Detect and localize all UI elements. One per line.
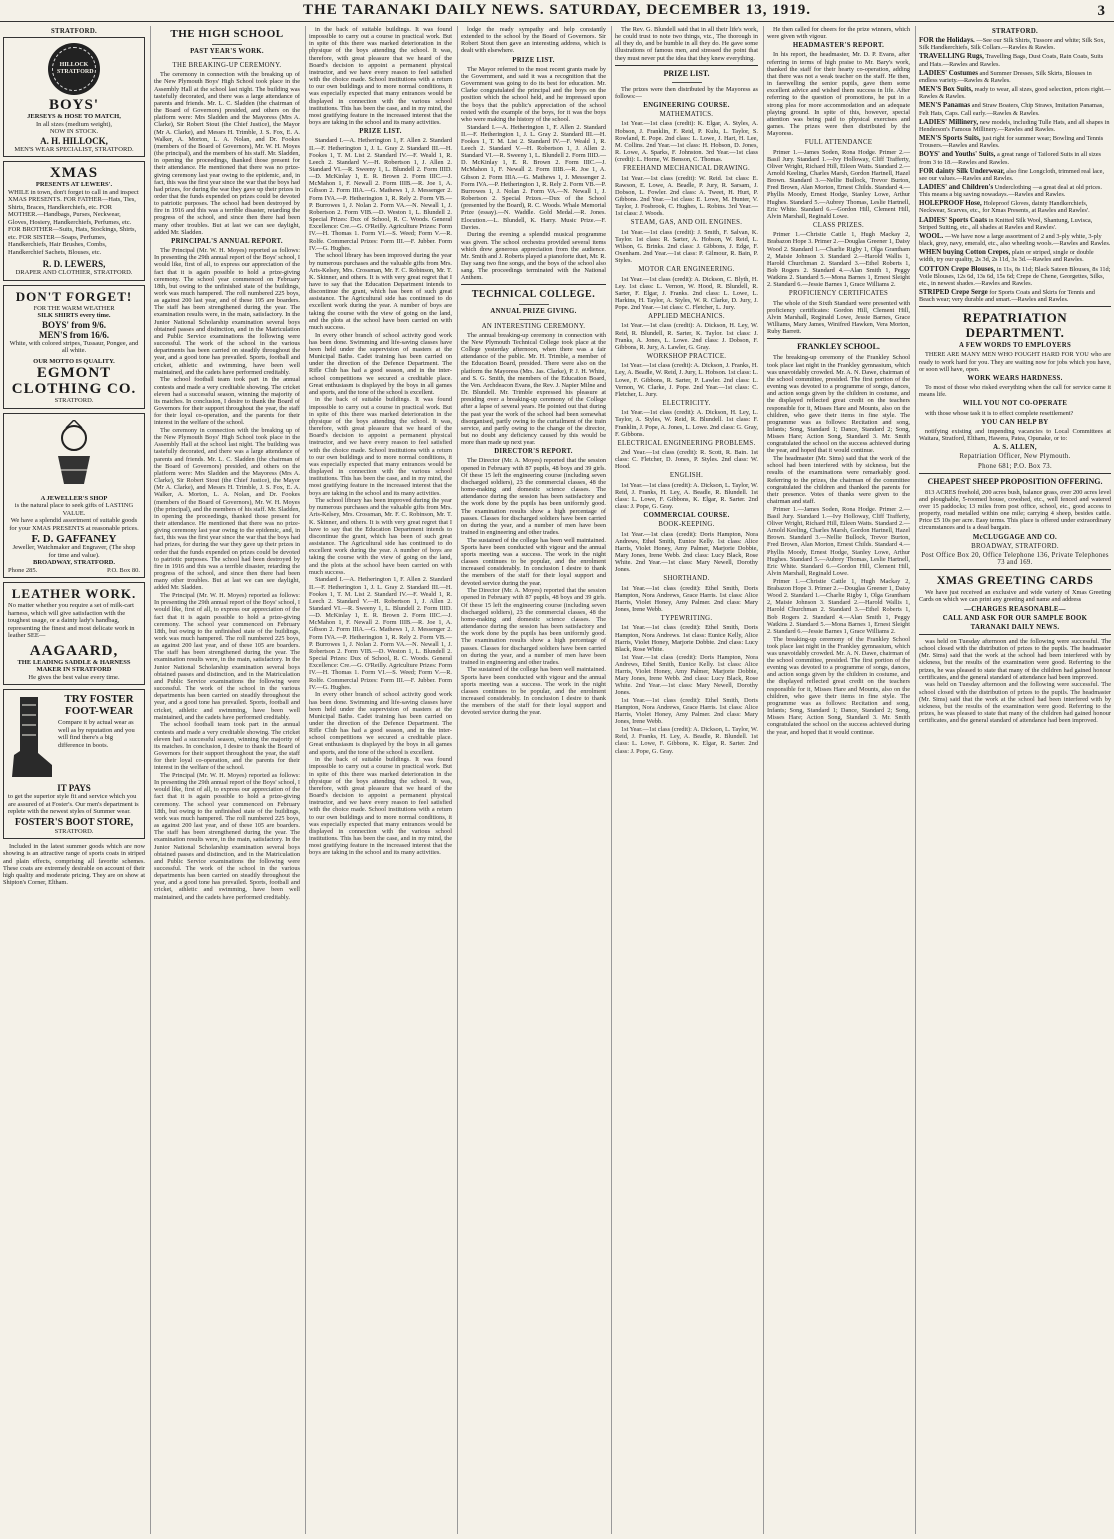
rawles-ad-text: —We have now a large assortment of 2 and 3-ply white, 3-ply black, grey, navy, emerald, etc., also wheeling wools.—Rawles and Rawles.: [919, 232, 1111, 248]
rawles-ad-item: [919, 53, 1111, 67]
rawles-ad-item: [919, 217, 1111, 231]
xmas-title: XMAS: [49, 165, 99, 182]
rawles-ad-text: Travelling Bags, Dust Coats, Rain Coats, Suits and Hats.—Rawles and Rawles.: [919, 53, 1104, 68]
hillock-line: MEN'S WEAR SPECIALIST, STRATFORD.: [14, 145, 134, 153]
egmont-3: STRATFORD.: [54, 397, 94, 405]
electricity-body: 1st Year.—1st class (credit): A. Dickson, H. Ley, L. Taylor, A. Styles, W. Reid, R. Blundell. 1st class: F. Franklin, J. Pope, A. Jones, L. Lowe. 2nd class: G. Gray, F. Gibbons.: [615, 409, 758, 438]
repatriation-body: THERE ARE MANY MEN WHO FOUGHT HARD FOR YOU who are ready to work hard for you. They are waiting now for jobs which you have, or soon will have, open.: [919, 351, 1111, 373]
egmont-ad: [3, 285, 145, 409]
col3-body-a-cont2: in the back of suitable buildings. It was found impossible to carry out a course in practical work. But in spite of this there was marked deterioration in the physique of the boys attending the school. It was, therefore, with great pleasure that we heard of the Board's decision to appoint a permanent physical instructor, and we have every reason to feel satisfied with the choice made. School institutions with a return to our own buildings and to more normal conditions, it was especially expected that many entrances would be displayed in connection with the various school institutions. This has been the case, and in my mind, the most gratifying feature in the increased interest that the boys are taking in the school and its many activities.: [309, 756, 452, 857]
masthead-title: THE TARANAKI DAILY NEWS. SATURDAY, DECEMBER 13, 1919.: [303, 2, 811, 18]
jewel-line3: We have a splendid assortment of suitable goods for your XMAS PRESENTS at reasonable prices.: [9, 517, 139, 532]
column-1: [0, 26, 148, 1534]
boot-illustration-icon: [8, 695, 54, 781]
attendance-body-cont: Primer 1.—James Soden, Rona Hodge. Primer 2.—Basil Jury. Standard 1.—Ivy Holloway, Cliff Trafferty, Oliver Wright, Richard Hill, Eileen Watts. Standard 2.—Arnold Keeling, Charles Marsh, Gordon Hartnell, Hazel Brown. Standard 3.—Nellie Bullock, Trevor Burton, Fred Brown, Alan Morton, Ernest Childs. Standard 4.—Phyllis Moody, Ernest Hodge, Stanley Lowe, Arthur Hughes. Standard 5.—Aubrey Thomas, Leslie Hartnell, Eric White. Standard 6.—Gordon Hill, Clement Hill, Alvin Marshall, Reginald Lowe.: [767, 505, 910, 578]
xmas-body: WHILE in town, don't forget to call in and inspect XMAS PRESENTS. FOR FATHER—Hats, Ties, Shirts, Braces, Handkerchiefs, etc. FOR MOTHER.—Handbags, Purses, Neckwear, Gloves, Hosiery, Handkerchiefs, Perfumes, etc. FOR BROTHER—Suits, Hats, Stockings, Shirts, etc. FOR SISTER—Soaps, Perfumes, Handkerchiefs, Hair Brushes, Combs, Handkerchief Sachets, Blouses, etc.: [8, 188, 139, 256]
applied-heading: APPLIED MECHANICS.: [648, 313, 725, 321]
masthead: [0, 0, 1114, 22]
rawles-ad-headline: MEN'S Sports Suits,: [919, 134, 981, 143]
rawles-ad-item: [919, 266, 1111, 287]
electricity-heading: ELECTRICITY.: [662, 400, 711, 408]
frankley-body-cont: The breaking-up ceremony of the Frankley School took place last night in the Frankley gymnasium, which was unavoidably crowded. Mr. A. N. Dawe, chairman of the school committee, presided. The first portion of the evening was devoted to a programme of songs, dances, and action songs given by the children in costume, and the displayed reflected great credit on the teachers responsible for it, Misses Hare and Mounts, also on the children, who gave their items in fine style. The programme was as follows: Recitation and song, Infants; Song, Standard 1; Dance, Standard 2; Song, Misses Hare; Action Song, Standard 3. Mr. Smith congratulated the school on the success achieved during the year, and hoped that it would continue.: [767, 635, 910, 736]
high-school-body-c: The school football team took part in the annual contests and made a very creditable showing. The cricket eleven had a successful season, winning the majority of its matches. In conclusion, I desire to thank the Board of Governors for their support throughout the year, the staff for their loyal co-operation, and the parents for their interest in the welfare of the school.: [154, 376, 300, 427]
class-prizes-heading: CLASS PRIZES.: [812, 222, 865, 230]
commercial-heading: COMMERCIAL COURSE.: [643, 512, 730, 520]
column-5: [611, 26, 761, 1534]
mathematics-heading: MATHEMATICS.: [659, 111, 714, 119]
repatriation-body4: notifying existing and impending vacancies to Local Committees at Waitara, Stratford, Eltham, Hawera, Patea, Opunake, or to:: [919, 427, 1111, 443]
rawles-ad-item: [919, 119, 1111, 133]
dont-line2: BOYS' from 9/6.: [41, 319, 107, 330]
foster-footer: Included in the latest summer goods which are now showing is an attractive range of sports coats in striped and plain effects, comprising all favorite schemes. These coats are extremely desirable on account of their high quality and moderate pricing. They are on show at Shipton's Corner, Eltham.: [3, 843, 145, 887]
mccluggage-name: McCLUGGAGE AND CO.: [972, 533, 1058, 541]
rawles-ad-item: [919, 289, 1111, 303]
english-body: 1st Year.—1st class (credit): A. Dickson, L. Taylor, W. Reid, J. Franks, H. Ley, A. Beadle, R. Blundell. 1st class: L. Lowe, F. Gibbons, K. Elgar, R. Sarter. 2nd class: J. Pope, G. Gray.: [615, 481, 758, 511]
proficiency-heading: PROFICIENCY CERTIFICATES: [788, 290, 889, 298]
repatriation-phone: Phone 681; P.O. Box 73.: [978, 462, 1052, 470]
dont-line3: MEN'S from 16/6.: [38, 329, 110, 340]
tech-body-c-cont: The sustained of the college has been well maintained. Sports have been conducted with vigour and the annual sports meeting was a success. The work in the night classes continues to be popular, and the enrolment increased considerably. In conclusion I desire to thank the members of the staff for their loyal support and devoted service during the year.: [461, 666, 606, 717]
boys-title: BOYS': [48, 97, 99, 114]
sheep-body: 813 ACRES freehold, 200 acres bush, balance grass, over 200 acres level and ploughable, 5-roomed house, cowshed, etc., well fenced and watered over 15 paddocks; 13 miles from post office, school, etc., good access to property, road metalled within one mile; carrying 4 sheep, besides cattle. Price £5 10s per acre. Easy terms. This place is offered under extraordinary circumstances and is a dead bargain.: [919, 488, 1111, 532]
rawles-ad-item: [919, 37, 1111, 51]
col3-body-b-cont: The school library has been improved during the year by numerous purchases and the valuable gifts from Mrs. Aris-Kelsey, Mrs. Crossman, Mr. F. C. Robinson, Mr. T. K. Skinner, and others. It is with very great regret that I have to say that the Education Department intends to discontinue the grant, which has been of such great assistance. The Agricultural side has continued to do excellent work during the year. A number of boys are taking the course with the view of going on the land, and the plots at the school have been carried on with much success.: [309, 497, 452, 576]
sheep-heading: CHEAPEST SHEEP PROPOSITION OFFERING.: [927, 476, 1103, 486]
page-number: 3: [1097, 3, 1106, 19]
motor-heading: MOTOR CAR ENGINEERING.: [638, 266, 735, 274]
column-4: [457, 26, 609, 1534]
technical-college-subtitle: ANNUAL PRIZE GIVING.: [490, 308, 577, 316]
stratford-heading: STRATFORD.: [50, 28, 98, 35]
rawles-ad-headline: FOR the Holidays.: [919, 36, 975, 45]
bookkeeping-body-cont: 1st Year.—1st class (credit): Doris Hampton, Nora Andrews, Ethel Smith, Eunice Kelly. 1st class: Alice Harris, Violet Honey, Amy Palmer, Marjorie Dobbie, Mary Jones, Irene Webb. 2nd class: Lucy Black, Rose White. 2nd Year.—1st class: Mary Newell, Dorothy Jones.: [615, 653, 758, 697]
steam-body: 1st Year.—1st class (credit): J. Smith, F. Salvan, K. Taylor. 1st class: R. Sarter, A. Hobson, W. Reid, L. Wilson, G. Brinks. 2nd class: J. Gibbons, J. Edge, F. Oxenham. 2nd Year.—1st class: P. Gilmour, R. Bain, P. Styles.: [615, 228, 758, 265]
rawles-ad-text: for Sports Coats and Skirts for Tennis and Beach wear; very durable and smart.—Rawles and Rawles.: [919, 289, 1095, 304]
rawles-ad-item: [919, 151, 1111, 165]
typewriting-heading: TYPEWRITING.: [660, 615, 713, 623]
rawles-ad-headline: TRAVELLING Rugs,: [919, 52, 984, 61]
shorthand-body-cont: 1st Year.—1st class (credit): Ethel Smith, Doris Hampton, Nora Andrews, Grace Harris. 1st class: Alice Harris, Violet Honey, Amy Palmer. 2nd class: Mary Jones, Irene Webb.: [615, 696, 758, 726]
rawles-ad-headline: WOOL.: [919, 231, 944, 240]
workshop-body: 1st Year.—1st class (credit): A. Dickson, J. Franks, H. Ley, A. Beadle, W. Reid, J. Jury, L. Hobson. 1st class: L. Lowe, F. Gibbons, R. Sarter, P. Lawler. 2nd class: L. Vernon, W. Clarke, J. Pope. 2nd Year.—1st class: C. Fletcher, L. Jury.: [615, 362, 758, 398]
hillock-logo-icon: [48, 43, 100, 95]
dont-line1: SILK SHIRTS every time.: [37, 312, 111, 320]
rawles-ad-item: [919, 135, 1111, 149]
rawles-ad-text: also fine Longcloth, trimmed real lace, see our values.—Rawles and Rawles.: [919, 167, 1105, 182]
rawles-ad-headline: FOR dainty Silk Underwear,: [919, 166, 1005, 175]
col3-prize-body: Standard I.—A. Hetherington 1, F. Allen 2. Standard II.—F. Hetherington 1, J. L. Gray 2. Standard III.—H. Fookes 1, T. M. List 2. Standard IV.—F. Weald 1, R. Leech 2. Standard V.—H. Robertson 1, J. Allen 2. Standard VI.—R. Sweeny 1, L. Blundell 2. Form IIID.—D. McKinlay 1, E. R. Brown 2. Form IIIC.—J. McMahon 1, F. Newall 2. Form IIIB.—R. Joe 1, A. Gibson 2. Form IIIA.—G. Mathews 1, J. Messenger 2. Form IVA.—P. Hetherington 1, R. Rely 2. Form VB.—P. Burrowes 1, J. Nolan 2. Form VA.—N. Newall 1, J. Robertson 2. Form VIB.—D. Weston 1, L. Blundell 2. Special Prizes: Dux of School, R. C. Woods. General Excellence: Cre.—G. O'Reilly. Agriculture Prizes: Form IV.—H. Thomas 1. Form VI.—S. Weed; Form V.—R. Rolfe. Commercial Prizes: Form III.—F. Jubber. Form IV.—G. Hughes.: [309, 137, 452, 252]
rawles-ad-headline: STRIPED Crepe Serge: [919, 288, 988, 296]
col3-body-c: In every other branch of school activity good work has been done. Swimming and life-saving classes have been held under the supervision of masters at the Municipal Baths. Cadet training has been carried on under the direction of the Defence Department. The Rifle Club has had a good season, and in the inter-school competitions we secured a creditable place. Great enthusiasm is displayed by the boys in all games and sports, and the tone of the school is excellent.: [309, 331, 452, 396]
class-prizes-cont: Primer 1.—Christie Cattle 1, Hugh Mackay 2, Brabazon Hope 3. Primer 2.—Douglas Greener 1, Daisy Wood 2. Standard 1.—Charlie Rigby 1, Olga Grantham 2, Maisie Johnson 3. Standard 2.—Harold Wallis 1, Harold Churchman 2. Standard 3.—Ethel Roberts 1, Bob Rogers 2. Standard 4.—Alan Smith 1, Peggy Watkins 2. Standard 5.—Mona Barnes 1, Ernest Sleight 2. Standard 6.—Jessie Barnes 1, Grace Williams 2.: [767, 577, 910, 635]
repatriation-help: YOU CAN HELP BY: [981, 418, 1049, 426]
column-3: [305, 26, 455, 1534]
repatriation-body3: with those whose task it is to effect complete resettlement?: [925, 409, 1074, 417]
mccluggage-address: BROADWAY, STRATFORD.: [971, 542, 1059, 550]
xmas-cards-heading: XMAS GREETING CARDS: [936, 573, 1094, 588]
rawles-ad-headline: MEN'S Box Suits,: [919, 85, 973, 94]
rawles-ad-item: [919, 102, 1111, 116]
leather-body: No matter whether you require a set of milk-cart harness, which will give satisfaction with the toughest usage, or a dainty lady's handbag, representing the finest and most delicate work in leather SEE—: [8, 602, 135, 640]
headmaster-report-body: In his report, the headmaster, Mr. D. P. Evans, after referring in terms of high praise to Mr. Bary's work, thanked the staff for their hearty co-operation, adding that there was not a weak teacher on the staff. He then, in farewelling the senior pupils, gave them some excellent advice and wished them success in life. After referring to the question of promotions, he put in a strong plea for more accommodation and an adequate playing ground. In spite of this, however, special attention was being paid to physical exercises and games. The prizes were then distributed by the Mayoress.: [767, 51, 910, 138]
aagaard-line2: He gives the best value every time.: [28, 673, 120, 681]
col3-body-a: in the back of suitable buildings. It was found impossible to carry out a course in practical work. But in spite of this there was marked deterioration in the physique of the boys attending the school. It was, therefore, with great pleasure that we heard of the Board's decision to appoint a permanent physical instructor, and we have every reason to feel satisfied with the choice made. School institutions with a return to our own buildings and to more normal conditions, it was especially expected that many entrances would be displayed in connection with the various school institutions. This has been the case, and in my mind, the most gratifying feature in the increased interest that the boys are taking in the school and its many activities.: [309, 26, 452, 127]
frankley-heading: FRANKLEY SCHOOL.: [797, 342, 880, 352]
xmas-paper: TARANAKI DAILY NEWS.: [970, 623, 1060, 631]
tech-body-a: The annual breaking-up ceremony in connection with the New Plymouth Technical College took place at the College yesterday afternoon, when there was a fair attendance of the public. Mr. H. Trimble, a member of the Education Board, presided. There were also on the platform the Mayoress (Mrs. Jas. Clarke), P. J. H. White, and S. G. Smith, the members of the Education Board, the Ven. Archdeacon Evans, the Rev. J. Napier Milne and Dr. Blundell. Mr. Trimble expressed his pleasure at presiding over a breaking-up ceremony of the College after a lapse of several years. He pointed out that during the past year the work of the school had been somewhat disorganised, partly owing to the curtailment of the train service, and partly owing to the change of the director, but no doubt any deficiency caused by this would be more than made up next year.: [461, 331, 606, 447]
applied-body: 1st Year.—1st class (credit): A. Dickson, H. Ley, W. Reid, R. Blundell, R. Sarter, K. Taylor. 1st class: J. Franks, A. Jones, L. Lowe. 2nd class: J. Dobson, F. Gibbons, R. Jury, A. Lawler, G. Gray.: [615, 322, 758, 351]
rawles-ad-text: and Straw Boaters, Chip Straws, Imitation Panamas, Felt Hats, Caps. Call early.—Rawles & Rawles.: [919, 102, 1104, 117]
col5-prize-heading: PRIZE LIST.: [663, 68, 710, 78]
gaffaney-ad: [3, 413, 145, 579]
col3-prize-heading: PRIZE LIST.: [359, 128, 402, 136]
gaffaney-phone: Phone 285.: [8, 566, 38, 574]
xmas-call: CALL AND ASK FOR OUR SAMPLE BOOK: [942, 614, 1088, 622]
repatriation-coop: WILL YOU NOT CO-OPERATE: [962, 400, 1068, 408]
aagaard-name: AAGAARD,: [29, 642, 119, 659]
lewers-ad: [3, 161, 145, 281]
col4-prize-list: Standard I.—A. Hetherington 1, F. Allen 2. Standard II.—F. Hetherington 1, J. L. Gray 2. Standard III.—H. Fookes 1, T. M. List 2. Standard IV.—F. Weald 1, R. Leech 2. Standard V.—H. Robertson 1, J. Allen 2. Standard VI.—R. Sweeny 1, L. Blundell 2. Form IIID.—D. McKinlay 1, E. R. Brown 2. Form IIIC.—J. McMahon 1, F. Newall 2. Form IIIB.—R. Joe 1, A. Gibson 2. Form IIIA.—G. Mathews 1, J. Messenger 2. Form IVA.—P. Hetherington 1, R. Rely 2. Form VB.—P. Burrowes 1, J. Nolan 2. Form VA.—N. Newall 1, J. Robertson 2. Special Prizes.—Dux of the School (presented by the Board), R. C. Woods. Whale Memorial Prize (essay).—N. Waddle. Gold Medal.—R. Jones. Elocution.—L. Blundell, K. Harry. Music Prize.—F. Davies.: [461, 123, 606, 231]
shorthand-heading: SHORTHAND.: [663, 575, 710, 583]
foster-store: FOSTER'S BOOT STORE,: [14, 816, 134, 828]
col7-tail-body-cont: was held on Tuesday afternoon and the following were successful. The school closed with the distribution of prizes to the pupils. The headmaster (Mr. Sims) said that the work at the school had been interfered with by sickness, but the results of the examination were good. Referring to the prizes, he was pleased to state that many of the children had gained honour certificates, and the general standard of attendance had been improved.: [919, 681, 1111, 725]
high-school-body-b: The Principal (Mr. W. H. Moyes) reported as follows: In presenting the 29th annual report of the Boys' school, I would like, first of all, to express our appreciation of the fact that it is again possible to hold a prize-giving ceremony. The school year commenced on February 18th, but owing to the unfinished state of the buildings, work was much hampered. The roll numbered 225 boys, as against 200 last year, and of these 105 are boarders. The staff has been strengthened during the year. The examination results were, in the main, satisfactory. In the Junior National Scholarship examination several boys obtained passes and distinction, and in the Matriculation and Public Service examinations the following were successful. The work of the school in the various departments has been carried on steadily throughout the year, and a good tone has prevailed. Sports, football and cricket, athletic and swimming, have been well maintained, and the cadets have performed creditably.: [154, 247, 300, 376]
col4-prize-heading: PRIZE LIST.: [512, 56, 555, 64]
mccluggage-phone: Post Office Box 20, Office Telephone 136, Private Telephones 73 and 169.: [921, 551, 1109, 567]
tech-body-c: The sustained of the college has been well maintained. Sports have been conducted with vigour and the annual sports meeting was a success. The work in the night classes continues to be popular, and the enrolment increased considerably. In conclusion I desire to thank the members of the staff for their loyal support and devoted service during the year.: [461, 536, 606, 587]
repatriation-body2: To most of those who risked everything when the call for service came it means life.: [919, 384, 1111, 399]
aagaard-ad: [3, 582, 145, 685]
jewel-line1: A JEWELLER'S SHOP: [40, 494, 108, 502]
aagaard-line1: THE LEADING SADDLE & HARNESS MAKER IN STRATFORD: [17, 658, 131, 674]
xmas-charges: —CHARGES REASONABLE—: [964, 605, 1066, 613]
repatriation-title: REPATRIATION DEPARTMENT.: [962, 310, 1068, 341]
shorthand-body: 1st Year.—1st class (credit): Ethel Smith, Doris Hampton, Nora Andrews, Grace Harris. 1st class: Alice Harris, Violet Honey, Amy Palmer. 2nd class: Mary Jones, Irene Webb.: [615, 584, 758, 614]
high-school-subtitle: PAST YEAR'S WORK.: [190, 48, 264, 55]
high-school-body-a: The ceremony in connection with the breaking up of the New Plymouth Boys' High School took place in the Assembly Hall at the school last night. The building was tastefully decorated, and there was a large attendance of parents and friends. Mr. L. C. Sladden (the chairman of the Board of Governors) presided, and others on the platform were: Mrs Sladden and the Mayoress (Mrs A. Clarke), Sir Robert Stout (the Chief Justice), the Mayor (Mr A. Clarke), and Messrs H. Trimble, J. S. Fox, E. A. Walker, A. Morton, L. A. Nolan, and Dr. Fookes (members of the Board of Governors), Mr. W. H. Moyes (the principal), and the members of his staff. Mr. Sladden, in opening the proceedings, thanked those present for their attendance. He mentioned that there was no prize-giving ceremony last year owing to the epidemic, and, in fact, this was the first year since the war that the boys had had prizes, for during the war they gave up their prizes in order that the funds expended on prizes could be devoted to patriotic purposes. The school had been destroyed by fire in 1916 and this was a terrible disaster, retarding the progress of the school, and since then there had been many other troubles. But at last we can see daylight, added Mr. Sladden.: [154, 71, 300, 236]
rawles-ad-text: Underclothing —a great deal at old prices. This means a big saving nowadays.—Rawles and Rawles.: [919, 183, 1102, 199]
director-report-heading: DIRECTOR'S REPORT.: [494, 448, 573, 456]
repatriation-officer-address: Repatriation Officer, New Plymouth.: [959, 453, 1071, 461]
tech-body-b-cont: The Director (Mr. A. Moyes) reported that the session opened in February with 87 pupils, 48 boys and 39 girls. Of these 15 left the engineering course (including seven discharged soldiers), 23 the commercial classes, 48 the home-making and domestic science classes. The attendance during the session has been satisfactory and the work done by the pupils has been uniformly good. The examination results show a high percentage of passes. Classes for discharged soldiers have been carried on during the year, and a number of men have been trained in engineering and other trades.: [461, 587, 606, 666]
rawles-ad-text: Holeproof Gloves, dainty Handkerchiefs, Neckwear, Scarves, etc., for Xmas Presents, at Rawles and Rawles'.: [919, 200, 1090, 215]
col5-body-a: The Rev. G. Blundell said that in all their life's work, he could trust to note two things, viz., The thorough in all they do, and be humble in all they do. He gave some illustrations of famous men, and stressed the point that they must never put the idea that they knew everything.: [615, 26, 758, 62]
high-school-body-b-cont: The Principal (Mr. W. H. Moyes) reported as follows: In presenting the 29th annual report of the Boys' school, I would like, first of all, to express our appreciation of the fact that it is again possible to hold a prize-giving ceremony. The school year commenced on February 18th, but owing to the unfinished state of the buildings, work was much hampered. The roll numbered 225 boys, as against 200 last year, and of these 105 are boarders. The staff has been strengthened during the year. The examination results were, in the main, satisfactory. In the Junior National Scholarship examination several boys obtained passes and distinction, and in the Matriculation and Public Service examinations the following were successful. The work of the school in the various departments has been carried on steadily throughout the year, and a good tone has prevailed. Sports, football and cricket, athletic and swimming, have been well maintained, and the cadets have performed creditably.: [154, 592, 300, 721]
rawles-ad-text: and Summer Dresses, Silk Skirts, Blouses in endless variety.—Rawles & Rawles.: [919, 69, 1092, 84]
high-school-title: THE HIGH SCHOOL: [170, 28, 284, 40]
high-school-body-b-cont2: The Principal (Mr. W. H. Moyes) reported as follows: In presenting the 29th annual report of the Boys' school, I would like, first of all, to express our appreciation of the fact that it is again possible to hold a prize-giving ceremony. The school year commenced on February 18th, but owing to the unfinished state of the buildings, work was much hampered. The roll numbered 225 boys, as against 200 last year, and of these 105 are boarders. The staff has been strengthened during the year. The examination results were, in the main, satisfactory. In the Junior National Scholarship examination several boys obtained passes and distinction, and in the Matriculation and Public Service examinations the following were successful. The work of the school in the various departments has been carried on steadily throughout the year, and a good tone has prevailed. Sports, football and cricket, athletic and swimming, have been well maintained, and the cadets have performed creditably.: [154, 771, 300, 901]
motto: OUR MOTTO IS QUALITY.: [33, 357, 115, 365]
steam-heading: STEAM, GAS, AND OIL ENGINES.: [630, 219, 743, 227]
jeweller-illustration-icon: [44, 420, 104, 490]
rawles-ad-text: in 11s, 8s 11d; Black Sateen Blouses, 8s 11d; Voile Blouses, 12s 6d, 13s 6d, 15s 6d; Crepe de Chene, Georgettes, Silks, etc., in newest shades.—Rawles and Rawles.: [919, 265, 1111, 287]
dont-title: DON'T FORGET!: [15, 288, 133, 304]
technical-college-section: AN INTERESTING CEREMONY.: [481, 322, 586, 330]
rawles-ad-text: a great range of Tailored Suits in all sizes from 3 to 18.—Rawles and Rawles.: [919, 151, 1101, 166]
rawles-ad-text: new models, including Tulle Hats, and all shapes in Henderson's Famous Millinery.—Rawles and Rawles.: [919, 118, 1110, 133]
col3-body-b: The school library has been improved during the year by numerous purchases and the valuable gifts from Mrs. Aris-Kelsey, Mrs. Crossman, Mr. F. C. Robinson, Mr. T. K. Skinner, and others. It is with very great regret that I have to say that the Education Department intends to discontinue the grant, which has been of such great assistance. The Agricultural side has continued to do excellent work during the year. A number of boys are taking the course with the view of going on the land, and the plots at the school have been carried on with much success.: [309, 252, 452, 331]
motor-body: 1st Year.—1st class (credit): A. Dickson, C. Blyth, H. Ley. 1st class: L. Vernon, W. Hood, R. Blundell, R. Sarter, F. Elgar, J. Franks. 2nd class: L. Lowe, L. Harkins, H. Taylor, A. Styles, W. R. Clarke, D. Jury, J. Pope. 2nd Year.—1st class: C. Fletcher, L. Jury.: [615, 275, 758, 312]
dont-line4: White, with colored stripes, Tussaur, Pongee, and all white.: [9, 339, 139, 355]
rawles-ad-text: —See our Silk Shirts, Tussore and white; Silk Sox, Silk Handkerchiefs, Silk Collars.—Rawles & Rawles.: [919, 37, 1106, 52]
lewers-name: R. D. LEWERS,: [42, 259, 106, 270]
gaffaney-line1: Jeweller, Watchmaker and Engraver, (The shop for time and value).: [12, 544, 136, 559]
col3-body-a-cont: in the back of suitable buildings. It was found impossible to carry out a course in practical work. But in spite of this there was marked deterioration in the physique of the boys attending the school. It was, therefore, with great pleasure that we heard of the Board's decision to appoint a permanent physical instructor, and we have every reason to feel satisfied with the choice made. School institutions with a return to our own buildings and to more normal conditions, it was especially expected that many entrances would be displayed in connection with the various school institutions. This has been the case, and in my mind, the most gratifying feature in the increased interest that the boys are taking in the school and its many activities.: [309, 396, 452, 497]
repatriation-officer-name: A. S. ALLEN,: [993, 444, 1037, 452]
repatriation-wanted: WORK WEARS HARDNESS.: [967, 374, 1063, 382]
rawles-ad-headline: LADIES' Costumes: [919, 68, 978, 77]
freehand-body: 1st Year.—1st class (credit): W. Reid. 1st class: E. Rawson, E. Lowe, A. Beadle, P. Jury, R. Sarsam, J. Dobson, L. Fowler. 2nd class: A. Tweet, H. Hurt, P. Gibbons. 2nd Year.—1st class: E. Lowe, M. Hunter, V. Taylor, J. Fosbrook, C. Hughes, L. Robins. 3rd Year.—1st class: J. Woods.: [615, 174, 758, 218]
egmont-2: CLOTHING CO.: [11, 381, 137, 398]
rawles-ad-text: in Knitted Silk Wool, Shantung, Luvisca, Striped Suiting, etc., all shades at Rawles and Rawles'.: [919, 216, 1093, 231]
inspector-body: The headmaster (Mr. Sims) said that the work of the school had been interfered with by sickness, but the results of the examinations were remarkably good. Referring to the prizes, the chairman of the committee congratulated the children and thanked the parents for their presence. Votes of thanks were given to the chairman and staff.: [767, 455, 910, 506]
rawles-ad-text: plain or striped, single or double width, try our quality, 2s 3d, 2s 11d, 3s 3d.—Rawles and Rawles.: [919, 249, 1094, 264]
lewers-line: DRAPER AND CLOTHIER, STRATFORD.: [15, 269, 133, 277]
rawles-ad-list: [919, 37, 1111, 303]
col5-prize-intro: The prizes were then distributed by the Mayoress as follows:—: [615, 85, 758, 100]
headmaster-report-heading: HEADMASTER'S REPORT.: [792, 42, 885, 50]
class-prizes-body: Primer 1.—Christie Cattle 1, Hugh Mackay 2, Brabazon Hope 3. Primer 2.—Douglas Greener 1, Daisy Wood 2. Standard 1.—Charlie Rigby 1, Olga Grantham 2, Maisie Johnson 3. Standard 2.—Harold Wallis 1, Harold Churchman 2. Standard 3.—Ethel Roberts 1, Bob Rogers 2. Standard 4.—Alan Smith 1, Peggy Watkins 2. Standard 5.—Mona Barnes 1, Ernest Sleight 2. Standard 6.—Jessie Barnes 1, Grace Williams 2.: [767, 231, 910, 289]
high-school-body-c-cont: The school football team took part in the annual contests and made a very creditable showing. The cricket eleven had a successful season, winning the majority of its matches. In conclusion, I desire to thank the Board of Governors for their support throughout the year, the staff for their loyal co-operation, and the parents for their interest in the welfare of the school.: [154, 721, 300, 772]
dont-sub: FOR THE WARM WEATHER: [33, 304, 115, 312]
xmas-sub: PRESENTS AT LEWERS'.: [35, 181, 113, 189]
rawles-ad-headline: WHEN buying Cotton Crepes,: [919, 248, 1011, 257]
boys-stock: NOW IN STOCK.: [49, 128, 99, 136]
workshop-heading: WORKSHOP PRACTICE.: [646, 353, 727, 361]
rawles-ad-item: [919, 249, 1111, 263]
rawles-ad-item: [919, 200, 1111, 214]
rawles-ad-headline: LADIES' Sports Coats: [919, 215, 988, 224]
hillock-ad: [3, 37, 145, 157]
foster-try: TRY FOSTER FOOT-WEAR: [64, 693, 134, 718]
column-6: [763, 26, 913, 1534]
rawles-ad-headline: COTTON Crepe Blouses,: [919, 264, 996, 273]
elec-eng-body: 2nd Year.—1st class (credit): R. Scott, R. Bain. 1st class: C. Fletcher, D. Jones, P. Styles. 2nd class: W. Hood.: [615, 448, 758, 471]
engineering-heading: ENGINEERING COURSE.: [643, 102, 730, 110]
rawles-ad-item: [919, 184, 1111, 198]
rawles-ad-item: [919, 86, 1111, 100]
english-body-cont: 1st Year.—1st class (credit): A. Dickson, L. Taylor, W. Reid, J. Franks, H. Ley, A. Beadle, R. Blundell. 1st class: L. Lowe, F. Gibbons, K. Elgar, R. Sarter. 2nd class: J. Pope, G. Gray.: [615, 726, 758, 755]
foster-town: STRATFORD.: [54, 827, 94, 835]
technical-college-title: TECHNICAL COLLEGE.: [471, 289, 596, 301]
leather-title: LEATHER WORK.: [11, 586, 137, 602]
rawles-ad-headline: BOYS' and Youths' Suits,: [919, 150, 996, 159]
hillock-name: A. H. HILLOCK,: [40, 135, 108, 146]
column-2: [150, 26, 303, 1534]
attendance-body: Primer 1.—James Soden, Rona Hodge. Primer 2.—Basil Jury. Standard 1.—Ivy Holloway, Cliff Trafferty, Oliver Wright, Richard Hill, Eileen Watts. Standard 2.—Arnold Keeling, Charles Marsh, Gordon Hartnell, Hazel Brown. Standard 3.—Nellie Bullock, Trevor Burton, Fred Brown, Alan Morton, Ernest Childs. Standard 4.—Phyllis Moody, Ernest Hodge, Stanley Lowe, Arthur Hughes. Standard 5.—Aubrey Thomas, Leslie Hartnell, Eric White. Standard 6.—Gordon Hill, Clement Hill, Alvin Marshall, Reginald Lowe.: [767, 148, 910, 220]
proficiency-body: The whole of the Sixth Standard were presented with proficiency certificates: Gordon Hill, Clement Hill, Alvin Marshall, Reginald Lowe, Jessie Barnes, Grace Williams, Mary James, Winifred Hawken, Vera Morton, Ruby Barrett.: [767, 299, 910, 336]
col3-body-c-cont: In every other branch of school activity good work has been done. Swimming and life-saving classes have been held under the supervision of masters at the Municipal Baths. Cadet training has been carried on under the direction of the Defence Department. The Rifle Club has had a good season, and in the inter-school competitions we secured a creditable place. Great enthusiasm is displayed by the boys in all games and sports, and the tone of the school is excellent.: [309, 691, 452, 756]
rawles-ad-headline: MEN'S Panamas: [919, 101, 971, 110]
breaking-up-section: THE BREAKING-UP CEREMONY.: [172, 62, 282, 70]
rawles-ad-item: [919, 168, 1111, 182]
repatriation-sub: A FEW WORDS TO EMPLOYERS: [958, 342, 1072, 350]
rawles-ad-headline: HOLEPROOF Hose,: [919, 199, 982, 208]
foster-compare: Compare it by actual wear as well as by reputation and you will find there's a big difference in boots.: [58, 719, 135, 749]
gaffaney-name: F. D. GAFFANEY: [31, 533, 117, 546]
col7-stratford-heading: STRATFORD.: [991, 28, 1039, 35]
gaffaney-box: P.O. Box 80.: [106, 566, 140, 574]
rawles-ad-item: [919, 70, 1111, 84]
bookkeeping-heading: BOOK-KEEPING.: [658, 521, 715, 529]
high-school-body-a-cont: The ceremony in connection with the breaking up of the New Plymouth Boys' High School took place in the Assembly Hall at the school last night. The building was tastefully decorated, and there was a large attendance of parents and friends. Mr. L. C. Sladden (the chairman of the Board of Governors) presided, and others on the platform were: Mrs Sladden and the Mayoress (Mrs A. Clarke), Sir Robert Stout (the Chief Justice), the Mayor (Mr A. Clarke), and Messrs H. Trimble, J. S. Fox, E. A. Walker, A. Morton, L. A. Nolan, and Dr. Fookes (members of the Board of Governors), Mr. W. H. Moyes (the principal), and the members of his staff. Mr. Sladden, in opening the proceedings, thanked those present for their attendance. He mentioned that there was no prize-giving ceremony last year owing to the epidemic, and, in fact, this was the first year since the war that the boys had had prizes, for during the war they gave up their prizes in order that the funds expended on prizes could be devoted to patriotic purposes. The school had been destroyed by fire in 1916 and this was a terrible disaster, retarding the progress of the school, and since then there had been many other troubles. But at last we can see daylight, added Mr. Sladden.: [154, 426, 300, 592]
col7-tail-body: was held on Tuesday afternoon and the following were successful. The school closed with the distribution of prizes to the pupils. The headmaster (Mr. Sims) said that the work at the school had been interfered with by sickness, but the results of the examination were good. Referring to the prizes, he was pleased to state that many of the children had gained honour certificates, and the general standard of attendance had been improved.: [919, 638, 1111, 681]
column-7: [915, 26, 1114, 1534]
jewel-line2: is the natural place to seek gifts of LASTING VALUE.: [14, 502, 134, 517]
col4-prize-intro: The Mayor referred to the most recent grants made by the Government, and said it was a recognition that the Government was going to do its best for education. Mr. Clarke congratulated the principal and the boys on the position which the school held, and he impressed upon the boys that the public's appreciation of the school rested with the example of the boys, for it was the boys who were making the history of the school.: [461, 65, 606, 123]
typewriting-body: 1st Year.—1st class (credit): Ethel Smith, Doris Hampton, Nora Andrews. 1st class: Eunice Kelly, Alice Harris, Violet Honey, Marjorie Dobbie. 2nd class: Lucy Black, Rose White.: [615, 624, 758, 653]
hillock-logo-text: HILLOCK STRATFORD: [57, 62, 94, 76]
rawles-ad-headline: LADIES' Millinery,: [919, 117, 979, 126]
rawles-ad-text: just right for summer wear; Bowling and Tennis Trousers.—Rawles and Rawles.: [919, 135, 1104, 150]
rawles-ad-headline: LADIES' and Children's: [919, 182, 994, 191]
col4-body-a: lodge the ready sympathy and help constantly extended to the school by the Board of Governors. Sir Robert Stout then gave an interesting address, which is dealt with elsewhere.: [461, 26, 606, 55]
col4-body-b: During the evening a splendid musical programme was given. The school orchestra provided several items which drew generous appreciation from the audience. Mr. Smith and J. Roberts played a pianoforte duet, Mr. R. Day sang two fine songs, and the boys of the school also sang. The proceedings terminated with the National Anthem.: [461, 231, 606, 282]
frankley-body: The breaking-up ceremony of the Frankley School took place last night in the Frankley gymnasium, which was unavoidably crowded. Mr. A. N. Dawe, chairman of the school committee, presided. The first portion of the evening was devoted to a programme of songs, dances, and action songs given by the children in costume, and the displayed reflected great credit on the teachers responsible for it, Misses Hare and Mounts, also on the children, who gave their items in fine style. The programme was as follows: Recitation and song, Infants; Song, Standard 1; Dance, Standard 2; Song, Misses Hare; Action Song, Standard 3. Mr. Smith congratulated the school on the success achieved during the year, and hoped that it would continue.: [767, 354, 910, 455]
english-heading: ENGLISH.: [669, 472, 704, 480]
bookkeeping-body: 1st Year.—1st class (credit): Doris Hampton, Nora Andrews, Ethel Smith, Eunice Kelly. 1st class: Alice Harris, Violet Honey, Amy Palmer, Marjorie Dobbie, Mary Jones, Irene Webb. 2nd class: Lucy Black, Rose White. 2nd Year.—1st class: Mary Newell, Dorothy Jones.: [615, 530, 758, 574]
egmont-1: EGMONT: [36, 365, 112, 382]
foster-body: to get the superior style fit and service which you are assured of at Foster's. Our men's department is replete with the newest styles of Summer wear.: [8, 793, 139, 816]
principal-report-heading: PRINCIPAL'S ANNUAL REPORT.: [171, 237, 283, 245]
foster-ad: [3, 689, 145, 839]
foster-pays: IT PAYS: [57, 783, 91, 794]
rawles-ad-item: [919, 233, 1111, 247]
col3-prize-cont: Standard I.—A. Hetherington 1, F. Allen 2. Standard II.—F. Hetherington 1, J. L. Gray 2. Standard III.—H. Fookes 1, T. M. List 2. Standard IV.—F. Weald 1, R. Leech 2. Standard V.—H. Robertson 1, J. Allen 2. Standard VI.—R. Sweeny 1, L. Blundell 2. Form IIID.—D. McKinlay 1, E. R. Brown 2. Form IIIC.—J. McMahon 1, F. Newall 2. Form IIIB.—R. Joe 1, A. Gibson 2. Form IIIA.—G. Mathews 1, J. Messenger 2. Form IVA.—P. Hetherington 1, R. Rely 2. Form VB.—P. Burrowes 1, J. Nolan 2. Form VA.—N. Newall 1, J. Robertson 2. Form VIB.—D. Weston 1, L. Blundell 2. Special Prizes: Dux of School, R. C. Woods. General Excellence: Cre.—G. O'Reilly. Agriculture Prizes: Form IV.—H. Thomas 1. Form VI.—S. Weed; Form V.—R. Rolfe. Commercial Prizes: Form III.—F. Jubber. Form IV.—G. Hughes.: [309, 576, 452, 691]
elec-eng-heading: ELECTRICAL ENGINEERING PROBLEMS.: [617, 439, 756, 447]
gaffaney-line2: BROADWAY, STRATFORD.: [33, 559, 115, 567]
attendance-heading: FULL ATTENDANCE: [804, 139, 873, 147]
mathematics-body: 1st Year.—1st class (credit): K. Elgar, A. Styles, A. Hobson, J. Franklin, F. Reid, P. Kulu, L. Taylor, S. Rowland, E. Pope. 2nd class: L. Lowe, J. Hart, H. Lee, M. Collins. 2nd Year.—1st class: H. Hobson, D. Jones, R. Lowe, A. Sparks, F. Johnston. 3rd Year.—1st class (credit): L. Horne, W. Benson, C. Thomas.: [615, 120, 758, 164]
xmas-cards-body: We have just received an exclusive and wide variety of Xmas Greeting Cards on which we can print any greeting and name and address: [919, 589, 1111, 604]
tech-body-b: The Director (Mr. A. Moyes) reported that the session opened in February with 87 pupils, 48 boys and 39 girls. Of these 15 left the engineering course (including seven discharged soldiers), 23 the commercial classes, 48 the home-making and domestic science classes. The attendance during the session has been satisfactory and the work done by the pupils has been uniformly good. The examination results show a high percentage of passes. Classes for discharged soldiers have been carried on during the year, and a number of men have been trained in engineering and other trades.: [461, 457, 606, 536]
rawles-ad-text: ready to wear, all sizes, good selection, prices right.—Rawles & Rawles.: [919, 86, 1111, 101]
col6-body-a: He then called for cheers for the prize winners, which were given with vigour.: [767, 26, 910, 41]
freehand-heading: FREEHAND MECHANICAL DRAWING.: [622, 165, 751, 173]
boys-line: JERSEYS & HOSE TO MATCH,: [27, 113, 121, 121]
boys-sizes: In all sizes (medium weight),: [36, 120, 112, 128]
